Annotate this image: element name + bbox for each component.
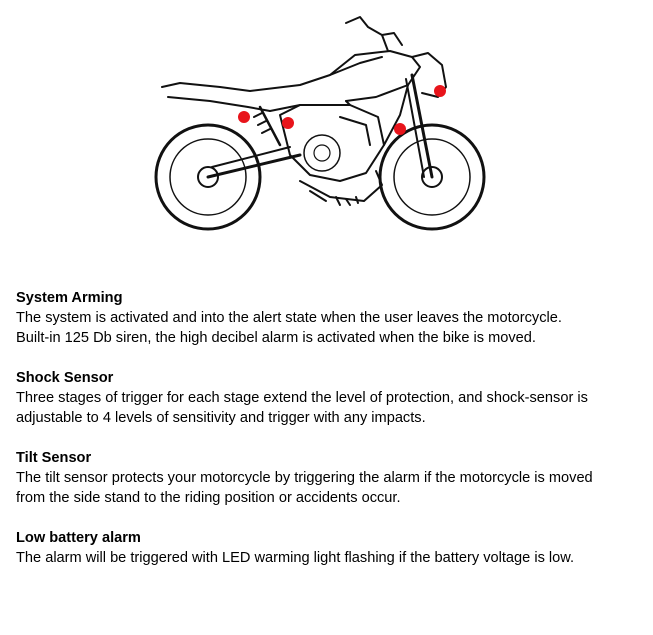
section-title: System Arming xyxy=(16,290,123,306)
body-line: from the side stand to the riding position or accidents occur. xyxy=(16,490,401,506)
sensor-marker-rear xyxy=(238,111,250,123)
section-title: Tilt Sensor xyxy=(16,450,92,466)
section-body xyxy=(16,468,641,508)
section-tilt-sensor xyxy=(16,448,641,508)
motorcycle-illustration xyxy=(150,5,495,245)
section-body xyxy=(16,388,641,428)
section-body xyxy=(16,548,641,568)
body-line: adjustable to 4 levels of sensitivity and trigger with any impacts. xyxy=(16,410,426,426)
body-line: Built-in 125 Db siren, the high decibel alarm is activated when the bike is moved. xyxy=(16,330,536,346)
motorcycle-icon xyxy=(150,5,495,245)
section-shock-sensor xyxy=(16,368,641,428)
body-line: The tilt sensor protects your motorcycle by triggering the alarm if the motorcycle is moved xyxy=(16,470,593,486)
body-line: The alarm will be triggered with LED warming light flashing if the battery voltage is low. xyxy=(16,550,575,566)
feature-list xyxy=(16,288,641,588)
section-title: Low battery alarm xyxy=(16,530,141,546)
sensor-marker-mid xyxy=(282,117,294,129)
body-line: The system is activated and into the alert state when the user leaves the motorcycle. xyxy=(16,310,562,326)
sensor-marker-front-fork xyxy=(394,123,406,135)
section-title: Shock Sensor xyxy=(16,370,114,386)
section-low-battery-alarm xyxy=(16,528,641,568)
section-system-arming xyxy=(16,288,641,348)
body-line: Three stages of trigger for each stage extend the level of protection, and shock-sensor is xyxy=(16,390,588,406)
sensor-marker-headlight xyxy=(434,85,446,97)
section-body xyxy=(16,308,641,348)
